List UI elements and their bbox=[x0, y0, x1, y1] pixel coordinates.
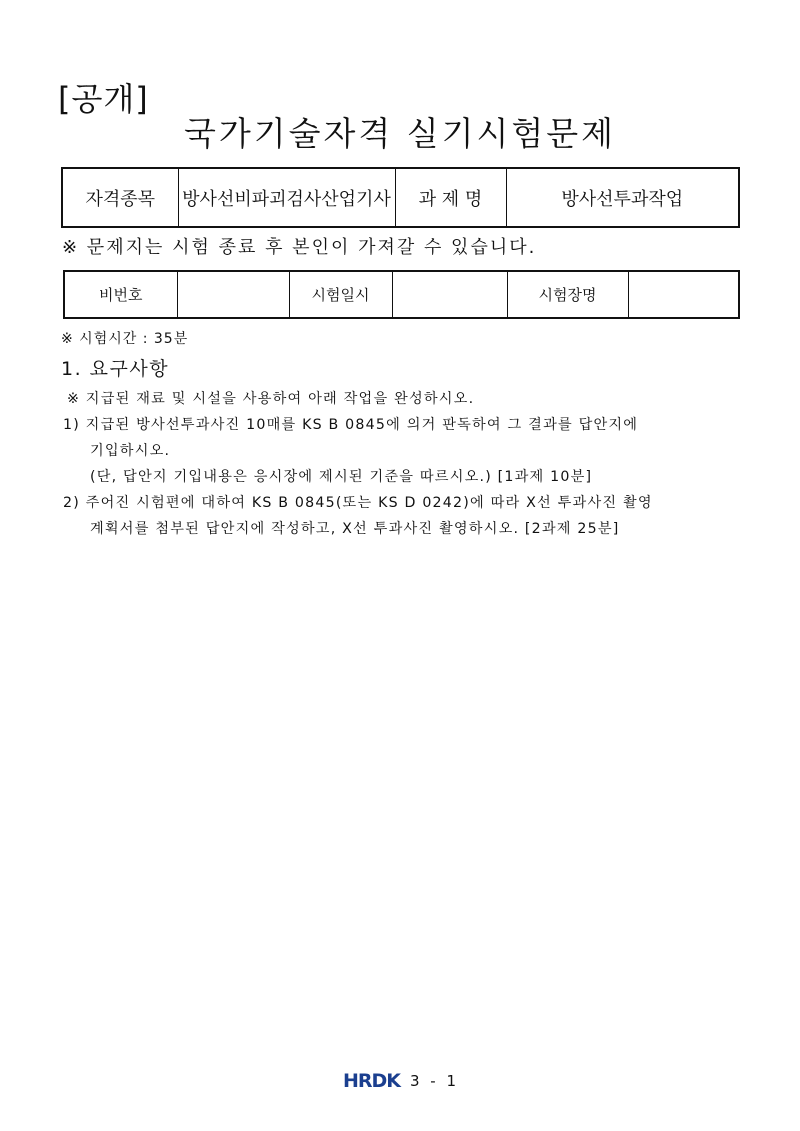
requirement-item-1-note: (단, 답안지 기입내용은 응시장에 제시된 기준을 따르시오.) [1과제 10분] bbox=[90, 469, 593, 485]
hrdk-logo: HRDK bbox=[343, 1070, 401, 1092]
requirement-item-2-cont: 계획서를 첨부된 답안지에 작성하고, X선 투과사진 촬영하시오. [2과제 25분] bbox=[90, 521, 620, 537]
section-title: 1. 요구사항 bbox=[61, 358, 170, 380]
place-label: 시험장명 bbox=[507, 271, 628, 318]
notice-text: ※ 문제지는 시험 종료 후 본인이 가져갈 수 있습니다. bbox=[62, 237, 537, 258]
page-number: 3 - 1 bbox=[410, 1072, 460, 1090]
exam-info-table bbox=[63, 270, 740, 319]
number-field[interactable] bbox=[177, 271, 289, 318]
task-label: 과 제 명 bbox=[395, 168, 506, 227]
qualification-table bbox=[61, 167, 740, 228]
requirement-item-1: 1) 지급된 방사선투과사진 10매를 KS B 0845에 의거 판독하여 그 결과를 답안지에 bbox=[63, 417, 639, 433]
public-tag: [공개] bbox=[58, 80, 149, 118]
date-field[interactable] bbox=[392, 271, 507, 318]
category-value: 방사선비파괴검사산업기사 bbox=[178, 168, 395, 227]
task-value: 방사선투과작업 bbox=[506, 168, 739, 227]
number-label: 비번호 bbox=[64, 271, 177, 318]
place-field[interactable] bbox=[628, 271, 739, 318]
page-title: 국가기술자격 실기시험문제 bbox=[183, 114, 617, 153]
date-label: 시험일시 bbox=[289, 271, 392, 318]
exam-time: ※ 시험시간 : 35분 bbox=[61, 331, 189, 347]
category-label: 자격종목 bbox=[62, 168, 178, 227]
requirement-note: ※ 지급된 재료 및 시설을 사용하여 아래 작업을 완성하시오. bbox=[67, 391, 475, 407]
requirement-item-2: 2) 주어진 시험편에 대하여 KS B 0845(또는 KS D 0242)에 따라 X선 투과사진 촬영 bbox=[63, 495, 653, 511]
requirement-item-1-cont: 기입하시오. bbox=[90, 443, 171, 459]
